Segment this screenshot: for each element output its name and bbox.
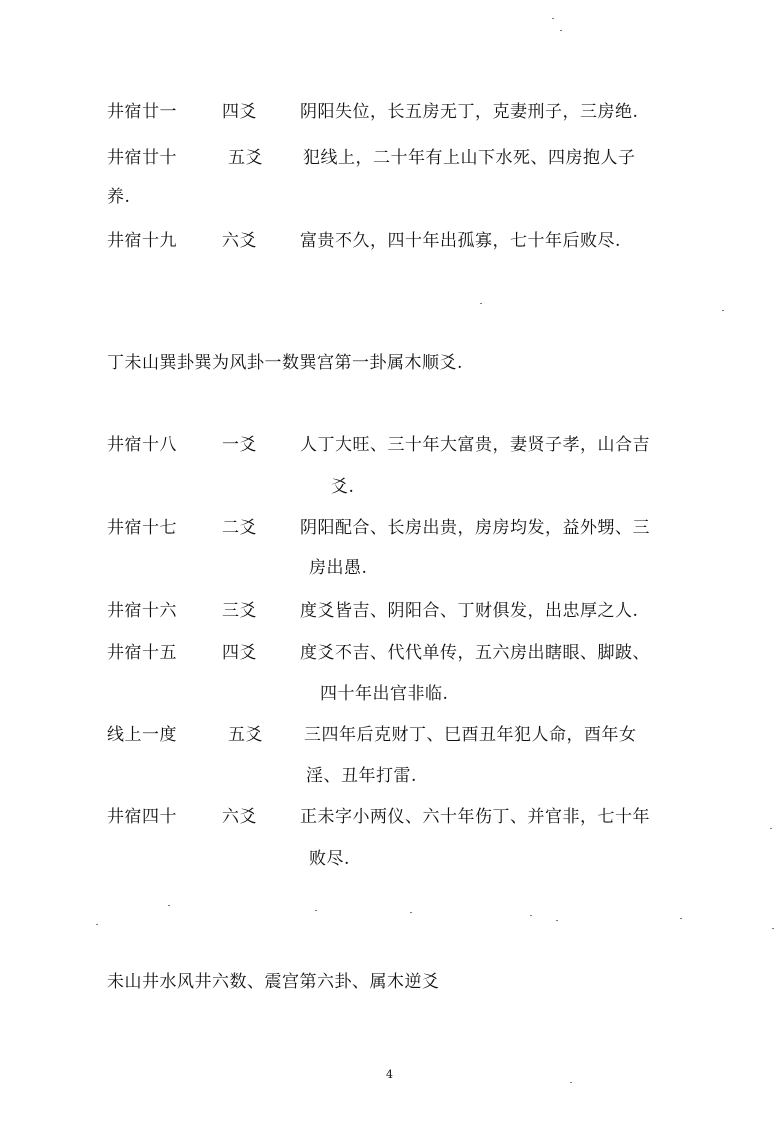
scan-speck (552, 18, 554, 19)
scan-speck (96, 924, 98, 925)
entry-continuation: 养. (107, 187, 131, 207)
entry-continuation: 四十年出官非临. (320, 684, 449, 704)
scan-speck (770, 828, 772, 829)
entry-yao: 五爻 (228, 725, 263, 745)
scan-speck (722, 310, 724, 311)
entry-text: 度爻皆吉、阴阳合、丁财俱发，出忠厚之人. (300, 601, 639, 621)
entry-position: 线上一度 (107, 725, 177, 745)
entry-position: 井宿十五 (107, 643, 177, 663)
entry-text: 犯线上，二十年有上山下水死、四房抱人子 (303, 148, 636, 168)
scan-speck (772, 928, 774, 929)
entry-continuation: 房出愚. (309, 558, 368, 578)
entry-position: 井宿廿一 (107, 102, 177, 122)
entry-position: 井宿十八 (107, 435, 177, 455)
entry-text: 阴阳配合、长房出贵，房房均发，益外甥、三 (300, 518, 650, 538)
entry-position: 井宿廿十 (107, 148, 177, 168)
entry-yao: 一爻 (222, 435, 257, 455)
entry-yao: 四爻 (222, 643, 257, 663)
scan-speck (556, 920, 558, 921)
entry-continuation: 败尽. (309, 849, 350, 869)
page-number: 4 (386, 1068, 393, 1081)
scan-speck (480, 303, 482, 304)
entry-position: 井宿十七 (107, 518, 177, 538)
entry-text: 三四年后克财丁、巳酉丑年犯人命，酉年女 (304, 725, 637, 745)
scan-speck (680, 918, 682, 919)
entry-yao: 四爻 (222, 102, 257, 122)
entry-position: 井宿十六 (107, 601, 177, 621)
section-heading: 丁未山巽卦巽为风卦一数巽宫第一卦属木顺爻. (107, 353, 463, 373)
entry-text: 富贵不久，四十年出孤寡，七十年后败尽. (300, 231, 621, 251)
entry-text: 阴阳失位，长五房无丁，克妻刑子，三房绝. (300, 102, 639, 122)
entry-yao: 六爻 (222, 231, 257, 251)
entry-text: 度爻不吉、代代单传，五六房出瞎眼、脚跛、 (300, 643, 650, 663)
section-heading: 未山井水风井六数、震宫第六卦、属木逆爻 (107, 972, 440, 992)
scan-speck (315, 910, 317, 911)
entry-text: 正未字小两仪、六十年伤丁、并官非，七十年 (300, 807, 650, 827)
entry-yao: 三爻 (222, 601, 257, 621)
entry-continuation: 淫、丑年打雷. (306, 766, 417, 786)
entry-position: 井宿四十 (107, 807, 177, 827)
entry-yao: 六爻 (222, 807, 257, 827)
scan-speck (570, 1082, 572, 1083)
entry-yao: 五爻 (228, 148, 263, 168)
entry-position: 井宿十九 (107, 231, 177, 251)
scan-speck (560, 30, 562, 31)
entry-yao: 二爻 (222, 518, 257, 538)
entry-text: 人丁大旺、三十年大富贵，妻贤子孝，山合吉 (300, 435, 650, 455)
scan-speck (168, 905, 170, 906)
scan-speck (410, 912, 412, 913)
entry-continuation: 爻. (331, 477, 355, 497)
scan-speck (530, 915, 532, 916)
